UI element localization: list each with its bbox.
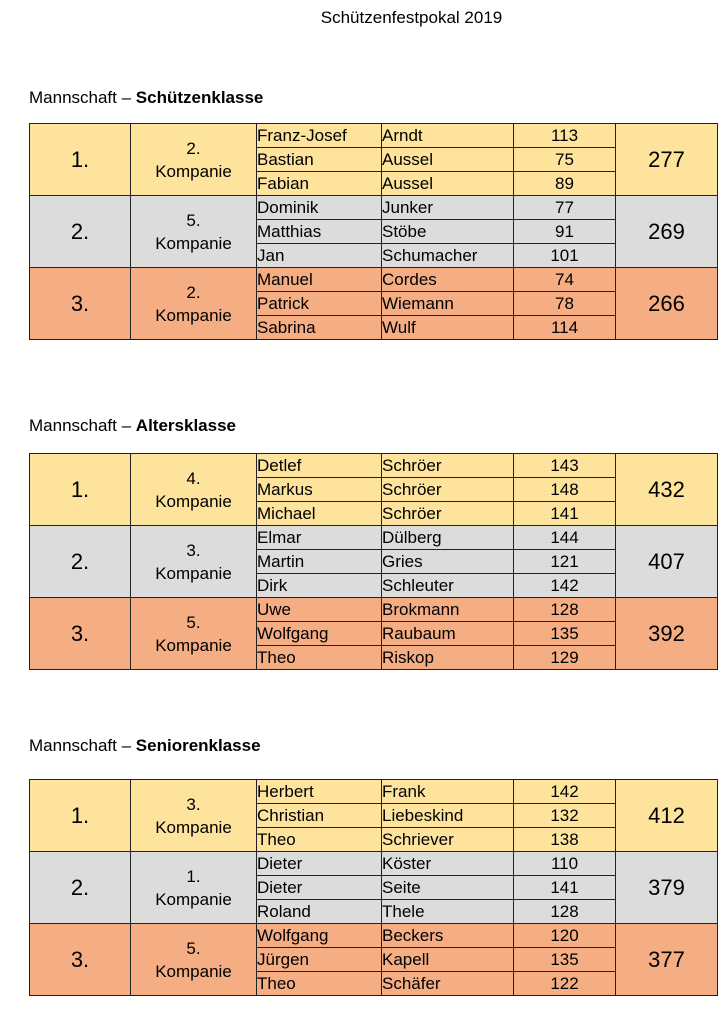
company-number: 5.	[186, 938, 201, 958]
company-label: Kompanie	[155, 305, 232, 325]
team-company	[131, 852, 257, 924]
table-row	[30, 852, 718, 876]
team-total: 379	[616, 852, 718, 924]
member-first-name: Theo	[257, 646, 382, 670]
section-prefix: Mannschaft –	[29, 416, 132, 435]
table-row	[30, 780, 718, 804]
member-first-name: Matthias	[257, 220, 382, 244]
company-label: Kompanie	[155, 161, 232, 181]
results-table-seniorenklasse	[29, 779, 718, 996]
member-first-name: Dominik	[257, 196, 382, 220]
company-number: 3.	[186, 540, 201, 560]
member-first-name: Christian	[257, 804, 382, 828]
section-prefix: Mannschaft –	[29, 736, 132, 755]
member-score: 89	[514, 172, 616, 196]
page-title: Schützenfestpokal 2019	[320, 8, 503, 27]
member-score: 148	[514, 478, 616, 502]
team-total: 412	[616, 780, 718, 852]
member-first-name: Dieter	[257, 852, 382, 876]
member-first-name: Theo	[257, 972, 382, 996]
member-first-name: Wolfgang	[257, 924, 382, 948]
table-row	[30, 924, 718, 948]
member-score: 144	[514, 526, 616, 550]
member-first-name: Fabian	[257, 172, 382, 196]
member-last-name: Schriever	[382, 828, 514, 852]
company-label: Kompanie	[155, 233, 232, 253]
member-last-name: Brokmann	[382, 598, 514, 622]
team-rank: 2.	[30, 526, 131, 598]
member-score: 114	[514, 316, 616, 340]
member-score: 135	[514, 948, 616, 972]
section-heading-schuetzenklasse	[29, 88, 263, 108]
member-score: 101	[514, 244, 616, 268]
member-last-name: Köster	[382, 852, 514, 876]
team-rank: 1.	[30, 124, 131, 196]
company-label: Kompanie	[155, 889, 232, 909]
member-first-name: Markus	[257, 478, 382, 502]
member-first-name: Sabrina	[257, 316, 382, 340]
table-row	[30, 454, 718, 478]
member-score: 132	[514, 804, 616, 828]
section-heading-seniorenklasse	[29, 736, 261, 756]
member-last-name: Junker	[382, 196, 514, 220]
member-last-name: Wiemann	[382, 292, 514, 316]
team-total: 407	[616, 526, 718, 598]
member-first-name: Elmar	[257, 526, 382, 550]
team-rank: 1.	[30, 454, 131, 526]
results-table-altersklasse	[29, 453, 718, 670]
member-last-name: Thele	[382, 900, 514, 924]
team-total: 269	[616, 196, 718, 268]
member-last-name: Wulf	[382, 316, 514, 340]
company-label: Kompanie	[155, 635, 232, 655]
member-last-name: Dülberg	[382, 526, 514, 550]
table-row	[30, 196, 718, 220]
section-name: Seniorenklasse	[135, 736, 261, 755]
member-score: 128	[514, 900, 616, 924]
company-number: 1.	[186, 866, 201, 886]
member-first-name: Jan	[257, 244, 382, 268]
member-last-name: Aussel	[382, 172, 514, 196]
table-row	[30, 598, 718, 622]
team-company	[131, 124, 257, 196]
member-first-name: Michael	[257, 502, 382, 526]
company-number: 3.	[186, 794, 201, 814]
company-label: Kompanie	[155, 491, 232, 511]
member-first-name: Dirk	[257, 574, 382, 598]
member-score: 135	[514, 622, 616, 646]
team-rank: 3.	[30, 924, 131, 996]
member-last-name: Schleuter	[382, 574, 514, 598]
member-last-name: Seite	[382, 876, 514, 900]
member-score: 110	[514, 852, 616, 876]
member-score: 142	[514, 574, 616, 598]
member-score: 129	[514, 646, 616, 670]
company-number: 5.	[186, 612, 201, 632]
team-total: 266	[616, 268, 718, 340]
table-row	[30, 268, 718, 292]
member-last-name: Kapell	[382, 948, 514, 972]
section-prefix: Mannschaft –	[29, 88, 132, 107]
company-number: 4.	[186, 468, 201, 488]
member-first-name: Uwe	[257, 598, 382, 622]
team-rank: 2.	[30, 196, 131, 268]
member-score: 128	[514, 598, 616, 622]
member-score: 77	[514, 196, 616, 220]
member-last-name: Schröer	[382, 454, 514, 478]
member-score: 113	[514, 124, 616, 148]
member-first-name: Detlef	[257, 454, 382, 478]
team-total: 277	[616, 124, 718, 196]
company-label: Kompanie	[155, 961, 232, 981]
table-row	[30, 124, 718, 148]
team-total: 377	[616, 924, 718, 996]
table-row	[30, 526, 718, 550]
member-score: 78	[514, 292, 616, 316]
team-company	[131, 526, 257, 598]
member-last-name: Schröer	[382, 502, 514, 526]
company-label: Kompanie	[155, 817, 232, 837]
member-score: 74	[514, 268, 616, 292]
member-last-name: Beckers	[382, 924, 514, 948]
team-rank: 3.	[30, 268, 131, 340]
member-score: 121	[514, 550, 616, 574]
member-last-name: Liebeskind	[382, 804, 514, 828]
member-first-name: Herbert	[257, 780, 382, 804]
member-score: 75	[514, 148, 616, 172]
section-name: Schützenklasse	[135, 88, 264, 107]
team-company	[131, 780, 257, 852]
company-label: Kompanie	[155, 563, 232, 583]
member-first-name: Patrick	[257, 292, 382, 316]
member-first-name: Wolfgang	[257, 622, 382, 646]
company-number: 2.	[186, 138, 201, 158]
results-table-schuetzenklasse	[29, 123, 718, 340]
member-score: 91	[514, 220, 616, 244]
team-total: 432	[616, 454, 718, 526]
team-company	[131, 454, 257, 526]
member-first-name: Franz-Josef	[257, 124, 382, 148]
team-company	[131, 598, 257, 670]
member-first-name: Roland	[257, 900, 382, 924]
team-rank: 2.	[30, 852, 131, 924]
member-score: 138	[514, 828, 616, 852]
section-heading-altersklasse	[29, 416, 236, 436]
member-first-name: Bastian	[257, 148, 382, 172]
member-score: 122	[514, 972, 616, 996]
member-last-name: Arndt	[382, 124, 514, 148]
team-company	[131, 268, 257, 340]
member-first-name: Dieter	[257, 876, 382, 900]
member-first-name: Theo	[257, 828, 382, 852]
member-score: 120	[514, 924, 616, 948]
member-score: 143	[514, 454, 616, 478]
company-number: 2.	[186, 282, 201, 302]
member-last-name: Frank	[382, 780, 514, 804]
member-last-name: Raubaum	[382, 622, 514, 646]
team-rank: 1.	[30, 780, 131, 852]
member-last-name: Schröer	[382, 478, 514, 502]
team-company	[131, 924, 257, 996]
section-name: Altersklasse	[135, 416, 236, 435]
member-first-name: Manuel	[257, 268, 382, 292]
member-last-name: Schäfer	[382, 972, 514, 996]
member-first-name: Martin	[257, 550, 382, 574]
member-score: 141	[514, 876, 616, 900]
team-company	[131, 196, 257, 268]
member-last-name: Schumacher	[382, 244, 514, 268]
company-number: 5.	[186, 210, 201, 230]
member-last-name: Stöbe	[382, 220, 514, 244]
member-last-name: Gries	[382, 550, 514, 574]
member-last-name: Aussel	[382, 148, 514, 172]
team-total: 392	[616, 598, 718, 670]
team-rank: 3.	[30, 598, 131, 670]
member-score: 142	[514, 780, 616, 804]
member-last-name: Riskop	[382, 646, 514, 670]
member-score: 141	[514, 502, 616, 526]
member-last-name: Cordes	[382, 268, 514, 292]
member-first-name: Jürgen	[257, 948, 382, 972]
